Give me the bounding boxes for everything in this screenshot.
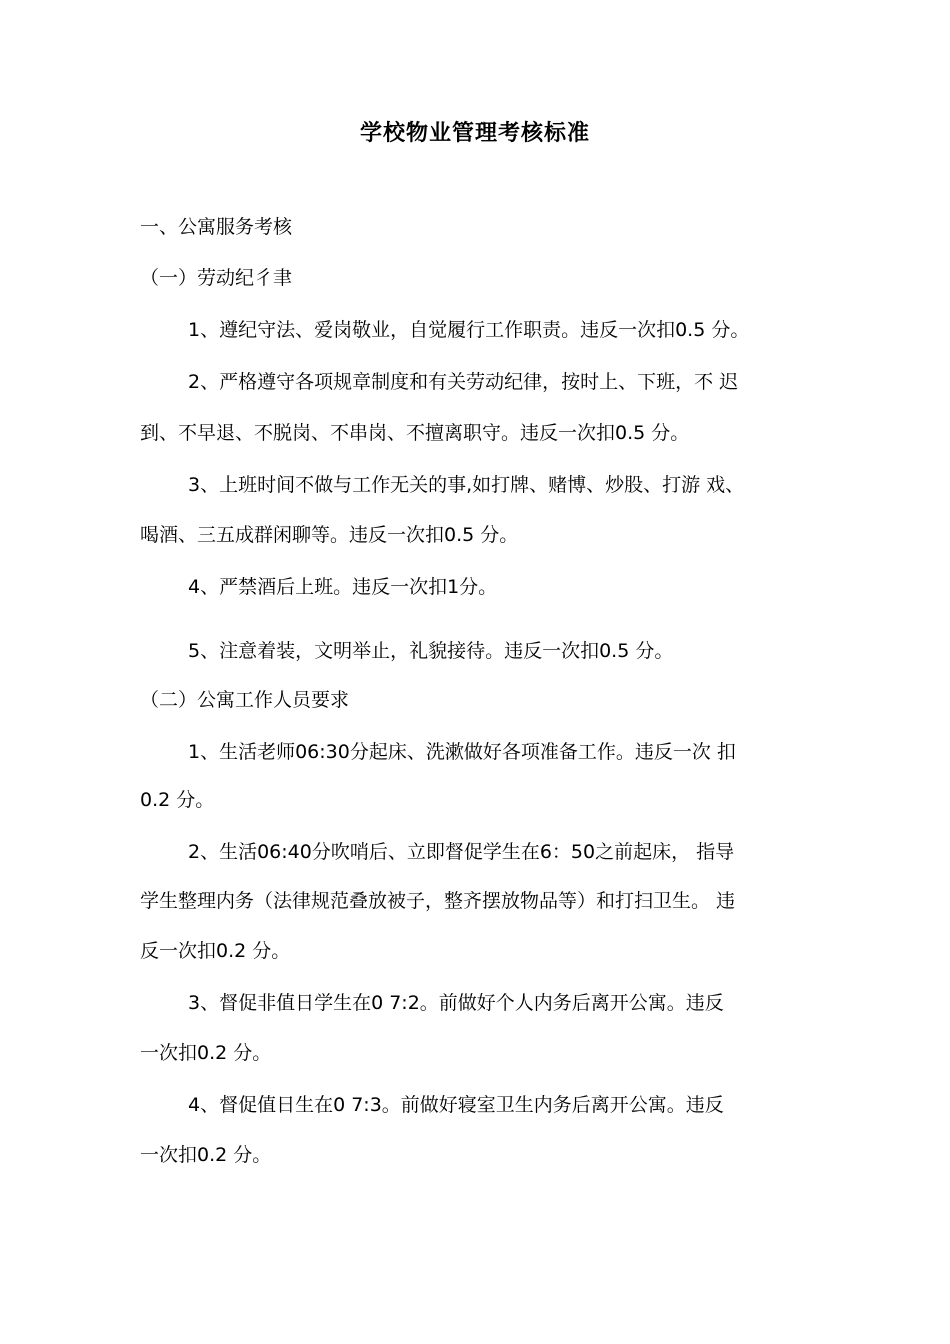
paragraph-line: 5、注意着装，文明举止，礼貌接待。违反一次扣0.5 分。 bbox=[188, 640, 674, 662]
paragraph-line: 学生整理内务（法律规范叠放被子，整齐摆放物品等）和打扫卫生。 违 bbox=[140, 890, 736, 912]
paragraph-line: 一次扣0.2 分。 bbox=[140, 1144, 272, 1166]
paragraph-line: 2、严格遵守各项规章制度和有关劳动纪律，按时上、下班，不 迟 bbox=[188, 371, 739, 393]
paragraph-line: 反一次扣0.2 分。 bbox=[140, 940, 291, 962]
paragraph-line: 4、督促值日生在0 7:3。前做好寝室卫生内务后离开公寓。违反 bbox=[188, 1094, 724, 1116]
paragraph-line: 4、严禁酒后上班。违反一次扣1分。 bbox=[188, 576, 498, 598]
paragraph-line: 喝酒、三五成群闲聊等。违反一次扣0.5 分。 bbox=[140, 524, 519, 546]
subsection-heading: （二）公寓工作人员要求 bbox=[140, 689, 350, 711]
paragraph-line: 3、上班时间不做与工作无关的事,如打牌、赌博、炒股、打游 戏、 bbox=[188, 474, 745, 496]
paragraph-line: 3、督促非值日学生在0 7:2。前做好个人内务后离开公寓。违反 bbox=[188, 992, 724, 1014]
paragraph-line: 1、生活老师06:30分起床、洗漱做好各项准备工作。违反一次 扣 bbox=[188, 741, 736, 763]
paragraph-line: 2、生活06:40分吹哨后、立即督促学生在6：50之前起床， 指导 bbox=[188, 841, 735, 863]
section-heading: 一、公寓服务考核 bbox=[140, 216, 293, 238]
paragraph-line: 0.2 分。 bbox=[140, 789, 215, 811]
paragraph-line: 到、不早退、不脱岗、不串岗、不擅离职守。违反一次扣0.5 分。 bbox=[140, 422, 690, 444]
paragraph-line: 一次扣0.2 分。 bbox=[140, 1042, 272, 1064]
subsection-heading: （一）劳动纪彳聿 bbox=[140, 267, 293, 289]
paragraph-line: 1、遵纪守法、爱岗敬业，自觉履行工作职责。违反一次扣0.5 分。 bbox=[188, 319, 750, 341]
document-title: 学校物业管理考核标准 bbox=[359, 121, 590, 146]
